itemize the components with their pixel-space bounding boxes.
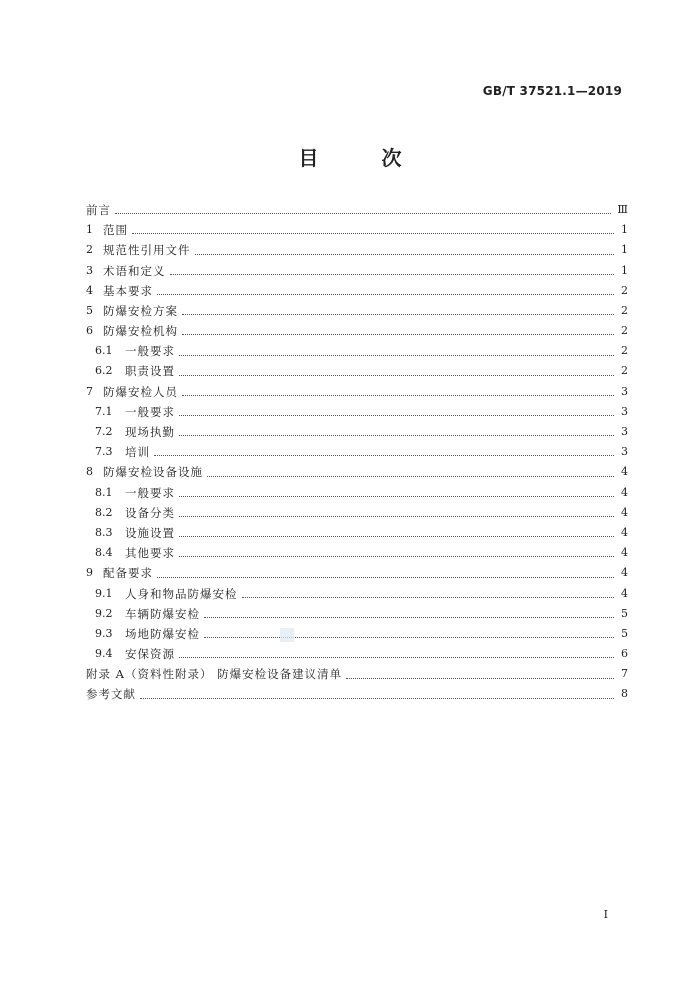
toc-entry-label: 场地防爆安检 (125, 626, 200, 641)
toc-entry[interactable] (86, 584, 628, 604)
toc-entry-label: 附录 A（资料性附录） 防爆安检设备建议清单 (86, 667, 343, 682)
toc-entry-page: 3 (621, 404, 628, 418)
toc-entry-label: 一般要求 (125, 344, 175, 359)
toc-entry-label: 配备要求 (103, 566, 153, 581)
toc-entry-label: 其他要求 (125, 546, 175, 561)
dot-leader (346, 677, 614, 679)
dot-leader (179, 515, 614, 517)
toc-entry[interactable] (86, 341, 628, 361)
toc-entry[interactable] (86, 261, 628, 281)
toc-entry-number: 8.2 (95, 505, 113, 519)
toc-entry[interactable] (86, 382, 628, 402)
toc-entry-number: 9.3 (95, 626, 113, 640)
toc-entry-page: 4 (621, 586, 628, 600)
toc-entry-label: 防爆安检方案 (103, 303, 178, 318)
toc-entry-label: 人身和物品防爆安检 (125, 586, 238, 601)
dot-leader (182, 313, 614, 315)
toc-entry-number: 7.2 (95, 425, 113, 439)
toc-entry-number: 4 (86, 283, 93, 297)
toc-entry-page: 6 (621, 647, 628, 661)
toc-entry[interactable] (86, 281, 628, 301)
dot-leader (179, 535, 614, 537)
toc-entry-number: 9.2 (95, 606, 113, 620)
toc-entry-label: 一般要求 (125, 404, 175, 419)
dot-leader (179, 374, 614, 376)
toc-entry-number: 7.3 (95, 445, 113, 459)
standard-number: GB/T 37521.1—2019 (482, 84, 622, 98)
toc-entry[interactable] (86, 644, 628, 664)
toc-entry-number: 3 (86, 263, 93, 277)
toc-entry-page: 4 (621, 525, 628, 539)
dot-leader (170, 273, 615, 275)
toc-entry[interactable] (86, 362, 628, 382)
toc-entry-page: 7 (621, 667, 628, 681)
toc-entry[interactable] (86, 422, 628, 442)
toc-entry-label: 范围 (103, 223, 128, 238)
dot-leader (132, 232, 614, 234)
toc-entry-page: 4 (621, 485, 628, 499)
toc-entry[interactable] (86, 462, 628, 482)
dot-leader (115, 212, 611, 214)
dot-leader (204, 616, 614, 618)
toc-entry-number: 2 (86, 243, 93, 257)
toc-entry-page: 4 (621, 465, 628, 479)
table-of-contents (86, 200, 628, 705)
dot-leader (242, 596, 615, 598)
toc-entry-page: 1 (621, 223, 628, 237)
toc-entry[interactable] (86, 664, 628, 684)
toc-entry-number: 1 (86, 223, 93, 237)
dot-leader (179, 555, 614, 557)
toc-entry-number: 9 (86, 566, 93, 580)
toc-entry-label: 参考文献 (86, 687, 136, 702)
toc-entry-label: 职责设置 (125, 364, 175, 379)
toc-entry-label: 防爆安检人员 (103, 384, 178, 399)
dot-leader (179, 354, 614, 356)
toc-entry-label: 设备分类 (125, 505, 175, 520)
toc-entry-label: 术语和定义 (103, 263, 166, 278)
toc-entry-page: Ⅲ (617, 202, 628, 216)
dot-leader (207, 475, 614, 477)
toc-entry-label: 防爆安检设备设施 (103, 465, 203, 480)
toc-entry-page: 2 (621, 364, 628, 378)
toc-entry[interactable] (86, 301, 628, 321)
dot-leader (179, 434, 614, 436)
toc-entry-label: 车辆防爆安检 (125, 606, 200, 621)
dot-leader (140, 697, 614, 699)
toc-entry-page: 2 (621, 303, 628, 317)
toc-entry-page: 1 (621, 263, 628, 277)
toc-entry-label: 前言 (86, 202, 111, 217)
toc-entry-label: 一般要求 (125, 485, 175, 500)
toc-entry-label: 安保资源 (125, 647, 175, 662)
scan-smudge (280, 628, 294, 642)
toc-entry[interactable] (86, 220, 628, 240)
toc-entry-number: 5 (86, 303, 93, 317)
toc-entry-page: 4 (621, 505, 628, 519)
dot-leader (179, 414, 614, 416)
toc-entry-page: 3 (621, 384, 628, 398)
dot-leader (157, 576, 614, 578)
toc-entry-page: 1 (621, 243, 628, 257)
toc-entry-page: 2 (621, 344, 628, 358)
toc-entry[interactable] (86, 624, 628, 644)
dot-leader (154, 454, 614, 456)
toc-entry[interactable] (86, 604, 628, 624)
toc-entry-page: 4 (621, 566, 628, 580)
toc-entry-number: 6 (86, 324, 93, 338)
toc-entry-label: 规范性引用文件 (103, 243, 191, 258)
toc-entry-label: 设施设置 (125, 525, 175, 540)
toc-entry-page: 2 (621, 283, 628, 297)
toc-entry[interactable] (86, 543, 628, 563)
toc-entry-page: 3 (621, 445, 628, 459)
toc-entry-page: 5 (621, 606, 628, 620)
toc-entry[interactable] (86, 563, 628, 583)
page-number: I (603, 908, 608, 921)
dot-leader (179, 495, 614, 497)
toc-entry-page: 3 (621, 425, 628, 439)
toc-entry-page: 4 (621, 546, 628, 560)
toc-entry-label: 培训 (125, 445, 150, 460)
toc-entry[interactable] (86, 523, 628, 543)
page-title: 目 次 (298, 146, 430, 170)
toc-entry-number: 9.4 (95, 647, 113, 661)
toc-entry-page: 8 (621, 687, 628, 701)
toc-entry-number: 7.1 (95, 404, 113, 418)
toc-entry[interactable] (86, 402, 628, 422)
toc-entry[interactable] (86, 503, 628, 523)
toc-entry-number: 6.2 (95, 364, 113, 378)
toc-entry[interactable] (86, 200, 628, 220)
toc-entry-number: 9.1 (95, 586, 113, 600)
toc-entry[interactable] (86, 321, 628, 341)
toc-entry-page: 2 (621, 324, 628, 338)
toc-entry[interactable] (86, 685, 628, 705)
dot-leader (204, 636, 614, 638)
toc-entry-number: 8.1 (95, 485, 113, 499)
toc-entry[interactable] (86, 483, 628, 503)
toc-entry-number: 8.3 (95, 525, 113, 539)
toc-entry[interactable] (86, 442, 628, 462)
toc-entry-label: 防爆安检机构 (103, 324, 178, 339)
dot-leader (182, 394, 614, 396)
dot-leader (182, 333, 614, 335)
toc-entry-number: 8.4 (95, 546, 113, 560)
toc-entry-label: 基本要求 (103, 283, 153, 298)
toc-entry-label: 现场执勤 (125, 425, 175, 440)
toc-entry[interactable] (86, 240, 628, 260)
toc-entry-number: 6.1 (95, 344, 113, 358)
toc-entry-number: 8 (86, 465, 93, 479)
dot-leader (157, 293, 614, 295)
dot-leader (179, 656, 614, 658)
dot-leader (195, 253, 615, 255)
toc-entry-number: 7 (86, 384, 93, 398)
toc-entry-page: 5 (621, 626, 628, 640)
